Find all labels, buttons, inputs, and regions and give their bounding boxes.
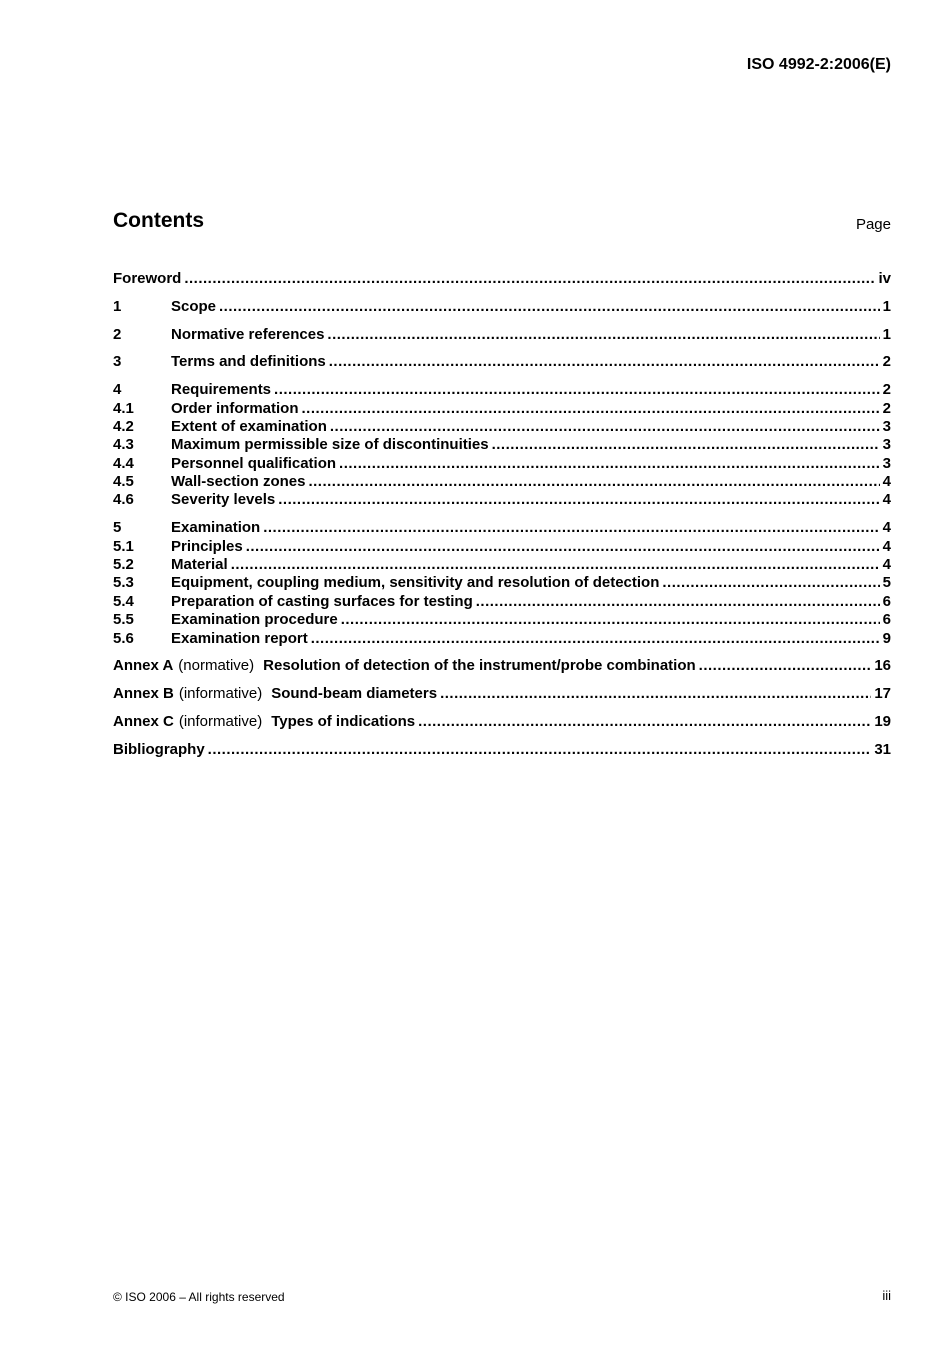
dot-leader (263, 519, 879, 537)
toc-entry-4-3[interactable] (113, 436, 891, 454)
annex-label: Annex A (113, 657, 174, 675)
toc-entry-page: 17 (874, 685, 891, 703)
dot-leader (311, 630, 880, 648)
toc-entry-number: 4.1 (113, 399, 134, 417)
toc-entry-title: Personnel qualification (171, 454, 337, 472)
toc-entry-2[interactable] (113, 326, 891, 344)
page-number: iii (882, 1288, 891, 1303)
toc-entry-title: Severity levels (171, 491, 276, 509)
toc-entry-title: Examination (171, 519, 261, 537)
toc-entry-title: Maximum permissible size of discontinuities (171, 436, 489, 454)
dot-leader (308, 473, 879, 491)
toc-entry-page: 3 (882, 436, 891, 454)
toc-entry-4-6[interactable] (113, 491, 891, 509)
toc-entry-number: 4.2 (113, 417, 134, 435)
toc-entry-number: 5.3 (113, 574, 134, 592)
toc-entry-page: 4 (882, 556, 891, 574)
dot-leader (231, 556, 880, 574)
toc-entry-title: Sound-beam diameters (271, 685, 438, 703)
dot-leader (184, 270, 875, 288)
toc-entry-5-3[interactable] (113, 574, 891, 592)
toc-entry-page: 5 (882, 574, 891, 592)
toc-entry-number: 4.6 (113, 491, 134, 509)
toc-entry-5-5[interactable] (113, 611, 891, 629)
dot-leader (699, 657, 872, 675)
toc-entry-page: 4 (882, 519, 891, 537)
toc-entry-bibliography[interactable] (113, 741, 891, 759)
table-of-contents (113, 270, 891, 759)
toc-entry-number: 4 (113, 381, 122, 399)
toc-entry-annex-b[interactable] (113, 685, 891, 703)
toc-entry-title: Requirements (171, 381, 272, 399)
toc-entry-5-6[interactable] (113, 630, 891, 648)
dot-leader (662, 574, 879, 592)
toc-entry-4-4[interactable] (113, 455, 891, 473)
dot-leader (219, 298, 880, 316)
toc-entry-number: 5.4 (113, 592, 134, 610)
annex-type: (normative) (178, 657, 255, 675)
toc-entry-page: 4 (882, 473, 891, 491)
toc-entry-page: 2 (882, 381, 891, 399)
toc-entry-page: 31 (874, 740, 891, 758)
dot-leader (440, 685, 871, 703)
document-reference: ISO 4992-2:2006(E) (746, 56, 891, 73)
toc-entry-4[interactable] (113, 381, 891, 399)
dot-leader (341, 611, 880, 629)
toc-entry-title: Types of indications (271, 712, 416, 730)
annex-label: Annex B (113, 685, 174, 703)
toc-entry-number: 5.5 (113, 611, 134, 629)
toc-entry-annex-c[interactable] (113, 713, 891, 731)
toc-entry-title: Extent of examination (171, 417, 327, 435)
toc-entry-4-1[interactable] (113, 400, 891, 418)
toc-entry-page: 6 (882, 592, 891, 610)
dot-leader (329, 353, 880, 371)
toc-entry-title: Bibliography (113, 740, 205, 758)
dot-leader (339, 455, 880, 473)
dot-leader (302, 400, 880, 418)
toc-entry-title: Resolution of detection of the instrument/probe combination (263, 657, 696, 675)
toc-entry-title: Terms and definitions (171, 353, 326, 371)
contents-heading: Contents (113, 209, 204, 232)
dot-leader (208, 741, 872, 759)
dot-leader (246, 538, 880, 556)
toc-entry-number: 5.2 (113, 556, 134, 574)
toc-entry-title: Wall-section zones (171, 473, 306, 491)
toc-entry-number: 4.5 (113, 473, 134, 491)
toc-entry-foreword[interactable] (113, 270, 891, 288)
dot-leader (327, 326, 879, 344)
toc-entry-page: 19 (874, 712, 891, 730)
toc-entry-number: 5.6 (113, 629, 134, 647)
toc-entry-title: Normative references (171, 325, 325, 343)
toc-entry-page: 3 (882, 417, 891, 435)
page-column-label: Page (855, 216, 891, 233)
toc-entry-title: Order information (171, 399, 299, 417)
copyright-notice: © ISO 2006 – All rights reserved (113, 1290, 285, 1304)
dot-leader (492, 436, 880, 454)
toc-entry-title: Foreword (113, 270, 182, 287)
toc-entry-annex-a[interactable] (113, 657, 891, 675)
dot-leader (274, 381, 880, 399)
toc-entry-number: 1 (113, 297, 122, 315)
toc-entry-page: 4 (882, 537, 891, 555)
toc-entry-page: 6 (882, 611, 891, 629)
toc-entry-title: Preparation of casting surfaces for testing (171, 592, 473, 610)
toc-entry-title: Principles (171, 537, 243, 555)
toc-entry-5[interactable] (113, 519, 891, 537)
toc-entry-title: Equipment, coupling medium, sensitivity and resolution of detection (171, 574, 660, 592)
toc-entry-title: Material (171, 556, 228, 574)
dot-leader (330, 418, 880, 436)
annex-type: (informative) (178, 712, 263, 730)
toc-entry-page: 16 (874, 657, 891, 675)
toc-entry-page: 2 (882, 353, 891, 371)
toc-entry-title: Examination report (171, 629, 308, 647)
toc-entry-page: 1 (882, 297, 891, 315)
toc-entry-5-1[interactable] (113, 538, 891, 556)
toc-entry-page: 4 (882, 491, 891, 509)
toc-entry-4-2[interactable] (113, 418, 891, 436)
toc-entry-4-5[interactable] (113, 473, 891, 491)
toc-entry-number: 3 (113, 353, 122, 371)
toc-entry-number: 5.1 (113, 537, 134, 555)
toc-entry-5-4[interactable] (113, 593, 891, 611)
toc-entry-number: 4.4 (113, 454, 134, 472)
toc-entry-page: 3 (882, 454, 891, 472)
toc-entry-page: iv (878, 270, 891, 287)
toc-entry-number: 4.3 (113, 436, 134, 454)
dot-leader (418, 713, 871, 731)
toc-entry-page: 9 (882, 629, 891, 647)
toc-entry-title: Examination procedure (171, 611, 338, 629)
toc-entry-page: 2 (882, 399, 891, 417)
toc-entry-5-2[interactable] (113, 556, 891, 574)
annex-label: Annex C (113, 712, 174, 730)
toc-entry-number: 5 (113, 519, 122, 537)
toc-entry-page: 1 (882, 325, 891, 343)
toc-entry-number: 2 (113, 325, 122, 343)
toc-entry-title: Scope (171, 297, 217, 315)
toc-entry-3[interactable] (113, 353, 891, 371)
dot-leader (476, 593, 880, 611)
toc-entry-1[interactable] (113, 298, 891, 316)
dot-leader (278, 491, 879, 509)
annex-type: (informative) (178, 685, 263, 703)
